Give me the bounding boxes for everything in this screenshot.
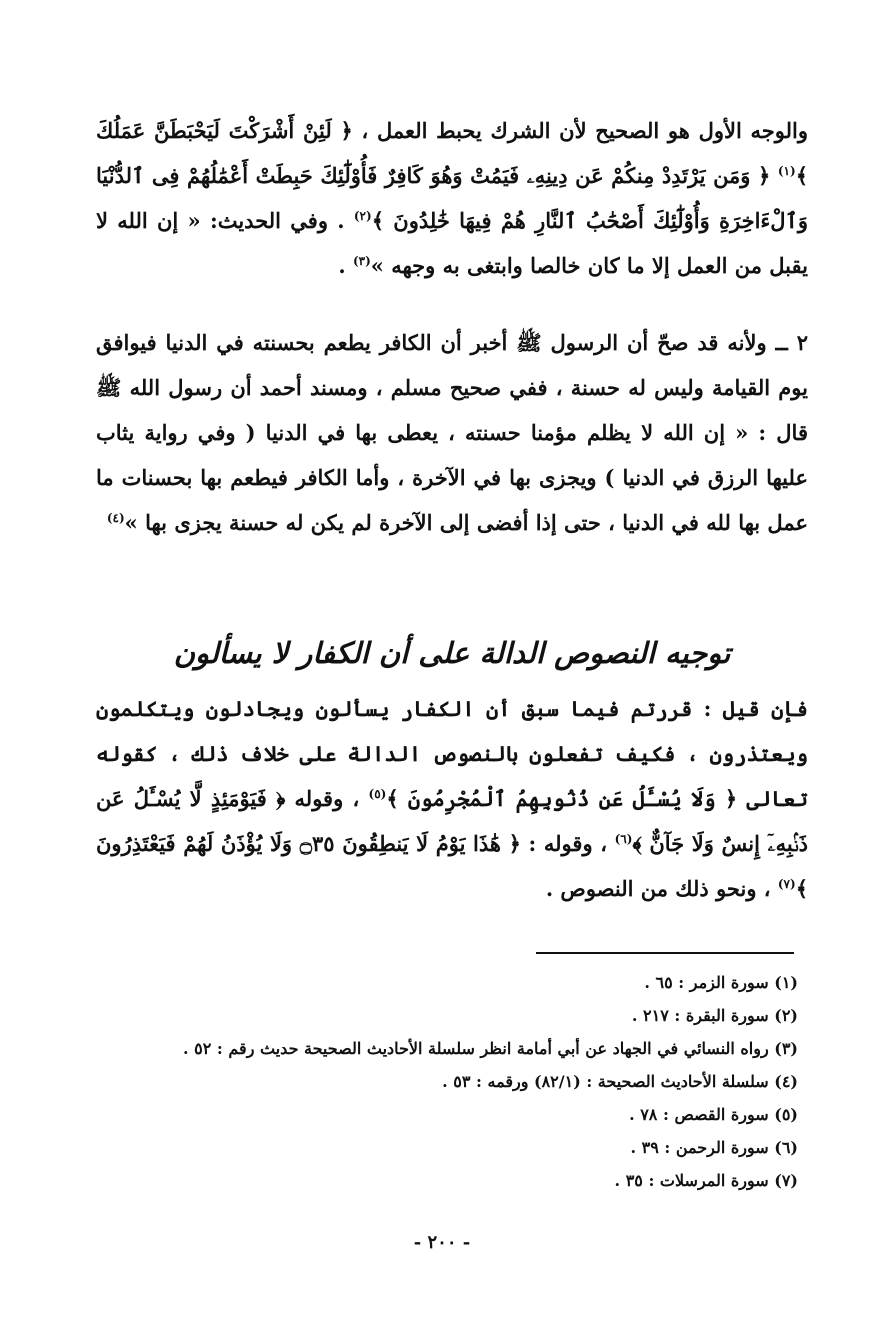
paragraph-shirk-nullifies-deeds xyxy=(96,108,808,288)
footnote-ref-2: (٢) xyxy=(353,209,372,223)
footnote-ref-6: (٦) xyxy=(614,832,633,846)
section-heading: توجيه النصوص الدالة على أن الكفار لا يسألون xyxy=(173,636,731,670)
paragraph-text: فإن قيل : قررتم فيما سبق أن الكفار يسألون ويجادلون ويتكلمون ويعتذرون ، فكيف تفعلون بالنصوص الدالة على خلاف ذلك ، كقوله تعالى ﴿ وَلَا يُسْـَٔلُ عَن ذُنُوبِهِمُ ٱلْمُجْرِمُونَ ﴾ xyxy=(96,696,808,811)
footnote-5: (٥) سورة القصص : ٧٨ . xyxy=(629,1105,798,1124)
footnote-3: (٣) رواه النسائي في الجهاد عن أبي أمامة انظر سلسلة الأحاديث الصحيحة حديث رقم : ٥٢ . xyxy=(183,1039,798,1058)
footnote-separator xyxy=(536,952,794,954)
footnote-1: (١) سورة الزمر : ٦٥ . xyxy=(644,973,798,992)
quran-verse: ﴿ وَمَن يَرْتَدِدْ مِنكُمْ عَن دِينِهِۦ فَيَمُتْ وَهُوَ كَافِرٌ فَأُوْلَٰٓئِكَ حَبِطَتْ أَعْمَٰلُهُمْ فِى ٱلدُّنْيَا وَٱلْءَاخِرَةِ وَأُوْلَٰٓئِكَ أَصْحَٰبُ ٱلنَّارِ هُمْ فِيهَا خَٰلِدُونَ ﴾ xyxy=(96,163,808,233)
footnote-4: (٤) سلسلة الأحاديث الصحيحة : (٨٢/١) ورقمه : ٥٣ . xyxy=(442,1072,798,1091)
footnotes xyxy=(96,966,798,1197)
footnote-6: (٦) سورة الرحمن : ٣٩ . xyxy=(630,1138,798,1157)
list-number: ٢ ــ xyxy=(775,330,808,355)
quran-verse: ، وقوله : ﴿ هَٰذَا يَوْمُ لَا يَنطِقُونَ ۝٣٥ وَلَا يُؤْذَنُ لَهُمْ فَيَعْتَذِرُونَ ﴾ xyxy=(96,831,808,901)
page-number: - ٢٠٠ - xyxy=(413,1232,471,1253)
footnote-ref-5: (٥) xyxy=(368,787,387,801)
hadith-text: . وفي الحديث: « إن الله لا يقبل من العمل إلا ما كان خالصا وابتغى به وجهه » xyxy=(96,208,808,278)
footnote-2: (٢) سورة البقرة : ٢١٧ . xyxy=(631,1006,798,1025)
footnote-7: (٧) سورة المرسلات : ٣٥ . xyxy=(614,1171,798,1190)
paragraph-objection xyxy=(96,686,808,911)
paragraph-text: ولأنه قد صحّ أن الرسول ﷺ أخبر أن الكافر يطعم بحسنته في الدنيا فيوافق يوم القيامة وليس له حسنة ، ففي صحيح مسلم ، ومسند أحمد أن رسول الله ﷺ قال : « إن الله لا يظلم مؤمنا حسنته ، يعطى بها في الدنيا ( وفي رواية يثاب عليها الرزق في الدنيا ) ويجزى بها في الآخرة ، وأما الكافر فيطعم بها بحسنات ما عمل بها لله في الدنيا ، حتى إذا أفضى إلى الآخرة لم يكن له حسنة يجزى بها » xyxy=(96,330,808,535)
paragraph-text: والوجه الأول هو الصحيح لأن الشرك يحبط العمل ، ﴿ لَئِنْ أَشْرَكْتَ لَيَحْبَطَنَّ عَمَلُكَ ﴾ xyxy=(96,118,808,188)
footnote-ref-1: (١) xyxy=(777,164,796,178)
footnote-ref-4: (٤) xyxy=(106,511,125,525)
paragraph-end: . xyxy=(338,253,353,278)
quran-verse: ، وقوله ﴿ فَيَوْمَئِذٍ لَّا يُسْـَٔلُ عَن ذَنۢبِهِۦٓ إِنسٌ وَلَا جَآنٌّ ﴾ xyxy=(96,786,808,856)
footnote-ref-3: (٣) xyxy=(352,254,371,268)
paragraph-end: ، ونحو ذلك من النصوص . xyxy=(545,876,778,901)
footnote-ref-7: (٧) xyxy=(777,877,796,891)
paragraph-point-two xyxy=(96,320,808,545)
